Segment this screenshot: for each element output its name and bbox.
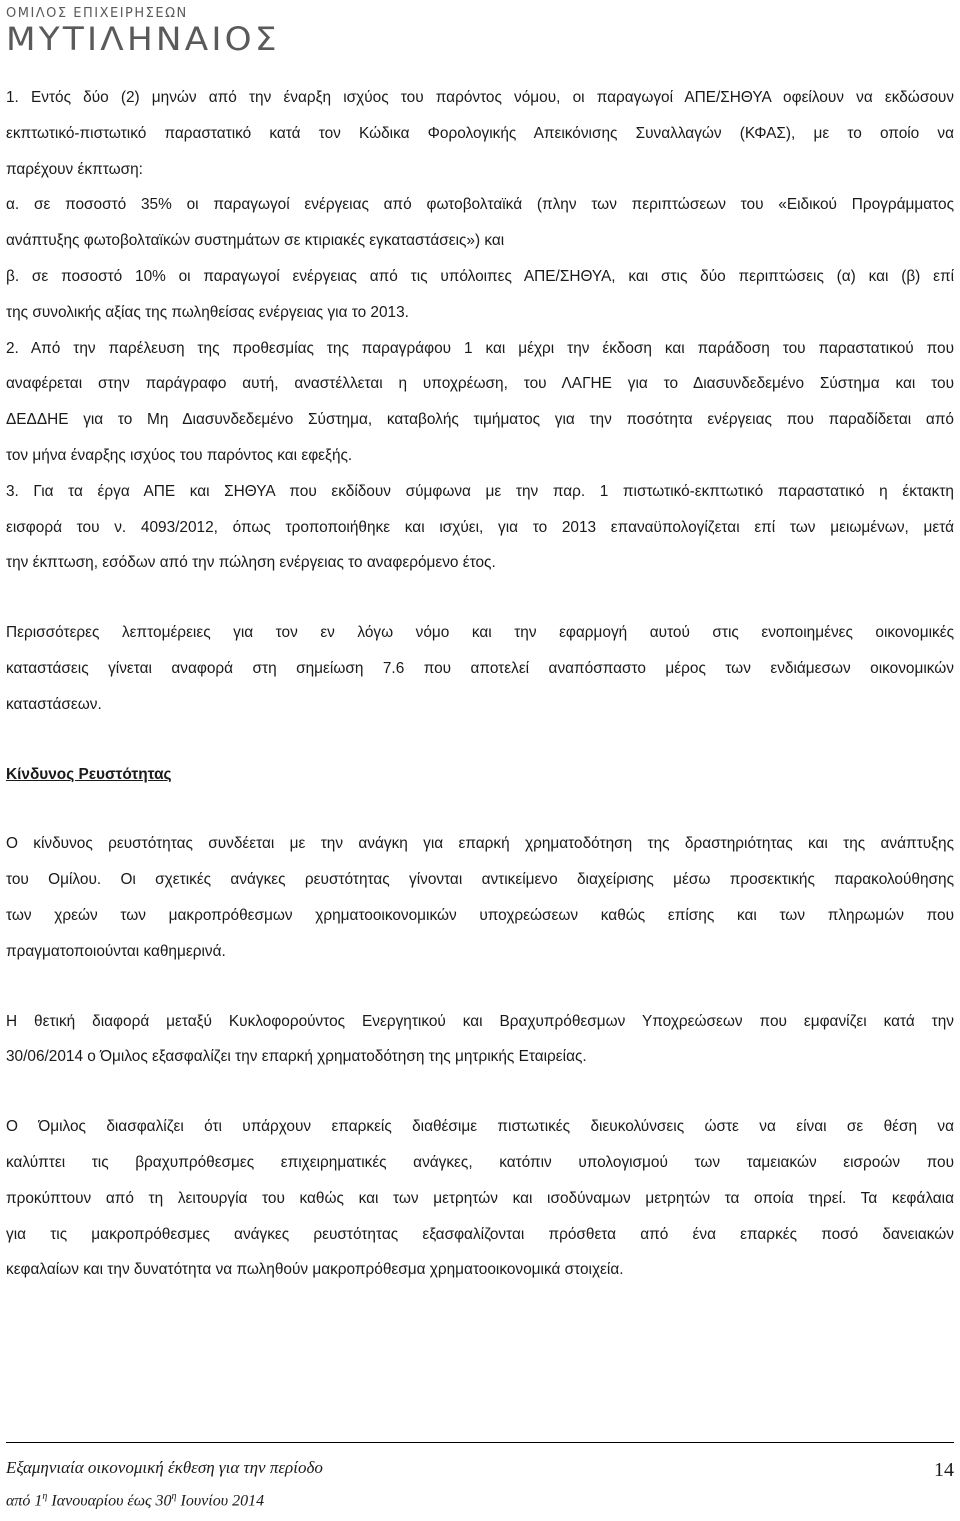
paragraph-6 [6,1004,954,1076]
text-line: 2. Από την παρέλευση της προθεσμίας της παραγράφου 1 και μέχρι την έκδοση και παράδοση του παραστατικού που [6,339,954,357]
text-line: την έκπτωση, εσόδων από την πώληση ενέργειας το αναφερόμενο έτος. [6,554,496,572]
paragraph-7 [6,1109,954,1288]
footer-period-part: Ιουνίου 2014 [176,1492,265,1510]
text-line: των χρεών των μακροπρόθεσμων χρηματοοικονομικών υποχρεώσεων καθώς επίσης και των πληρωμών που [6,906,954,924]
text-line: πραγματοποιούνται καθημερινά. [6,942,226,960]
text-line: Ο Όμιλος διασφαλίζει ότι υπάρχουν επαρκείς διαθέσιμε πιστωτικές διευκολύνσεις ώστε να είναι σε θέση να [6,1118,954,1136]
text-line: αναφέρεται στην παράγραφο αυτή, αναστέλλεται η υποχρέωση, του ΛΑΓΗΕ για το Διασυνδεδεμένο Σύστημα και του [6,375,954,393]
text-line: β. σε ποσοστό 10% οι παραγωγοί ενέργειας από τις υπόλοιπες ΑΠΕ/ΣΗΘΥΑ, και στις δύο περιπτώσεις (α) και (β) επί [6,267,954,285]
footer-period-part: από 1 [6,1492,43,1510]
footer-divider [6,1442,954,1443]
page-footer [6,1442,956,1510]
paragraph-1 [6,80,954,187]
text-line: για τις μακροπρόθεσμες ανάγκες ρευστότητας εξασφαλίζονται πρόσθετα από ένα επαρκές ποσό δανειακών [6,1225,954,1243]
text-line: ΔΕΔΔΗΕ για το Μη Διασυνδεδεμένο Σύστημα, καταβολής τιμήματος για την ποσότητα ενέργειας που παραδίδεται από [6,411,954,429]
text-line: καλύπτει τις βραχυπρόθεσμες επιχειρηματικές ανάγκες, κατόπιν υπολογισμού των ταμειακών εισροών που [6,1153,954,1171]
logo-bottom-text: ΜΥΤΙΛΗΝΑΙΟΣ [6,20,280,58]
text-line: τον μήνα έναρξης ισχύος του παρόντος και εφεξής. [6,446,353,464]
text-line: της συνολικής αξίας της πωληθείσας ενέργειας για το 2013. [6,303,409,321]
paragraph-2 [6,331,954,474]
text-line: α. σε ποσοστό 35% οι παραγωγοί ενέργειας από φωτοβολταϊκά (πλην των περιπτώσεων του «Ειδικού Προγράμματος [6,196,954,214]
page-number: 14 [934,1459,954,1481]
text-line: προκύπτουν από τη λειτουργία του καθώς και των μετρητών και ισοδύναμων μετρητών τα οποία τηρεί. Τα κεφάλαια [6,1189,954,1207]
text-line: καταστάσεων. [6,695,102,713]
company-logo [6,6,306,60]
paragraph-1b [6,259,954,331]
paragraph-4 [6,615,954,722]
paragraph-3 [6,474,954,581]
text-line: Περισσότερες λεπτομέρειες για τον εν λόγω νόμο και την εφαρμογή αυτού στις ενοποιημένες οικονομικές [6,624,954,642]
text-line: εισφορά του ν. 4093/2012, όπως τροποποιήθηκε και ισχύει, για το 2013 επαναϋπολογίζεται επί των μειωμένων, μετά [6,518,954,536]
document-body [6,80,954,1288]
footer-report-period [6,1491,264,1510]
text-line: κεφαλαίων και την δυνατότητα να πωληθούν μακροπρόθεσμα χρηματοοικονομικά στοιχεία. [6,1261,624,1279]
text-line: Η θετική διαφορά μεταξύ Κυκλοφορούντος Ενεργητικού και Βραχυπρόθεσμων Υποχρεώσεων που εμφανίζει κατά την [6,1012,954,1030]
paragraph-5 [6,826,954,969]
text-line: Ο κίνδυνος ρευστότητας συνδέεται με την ανάγκη για επαρκή χρηματοδότηση της δραστηριότητας και της ανάπτυξης [6,835,954,853]
text-line: παρέχουν έκπτωση: [6,160,143,178]
footer-period-sup: η [171,1491,177,1502]
logo-top-text: ΟΜΙΛΟΣ ΕΠΙΧΕΙΡΗΣΕΩΝ [6,6,188,21]
paragraph-1a [6,187,954,259]
footer-report-title: Εξαμηνιαία οικονομική έκθεση για την περίοδο [6,1458,323,1477]
text-line: 30/06/2014 ο Όμιλος εξασφαλίζει την επαρκή χρηματοδότηση της μητρικής Εταιρείας. [6,1048,587,1066]
section-heading: Κίνδυνος Ρευστότητας [6,765,172,783]
text-line: 1. Εντός δύο (2) μηνών από την έναρξη ισχύος του παρόντος νόμου, οι παραγωγοί ΑΠΕ/ΣΗΘΥΑ οφείλουν να εκδώσουν [6,89,954,106]
text-line: εκπτωτικό-πιστωτικό παραστατικό κατά τον Κώδικα Φορολογικής Απεικόνισης Συναλλαγών (ΚΦΑΣ), με το οποίο να [6,124,954,142]
text-line: του Ομίλου. Οι σχετικές ανάγκες ρευστότητας γίνονται αντικείμενο διαχείρισης μέσω προσεκτικής παρακολούθησης [6,871,954,889]
footer-period-part: Ιανουαρίου έως 30 [47,1492,172,1510]
footer-period-sup: η [42,1491,48,1502]
text-line: ανάπτυξης φωτοβολταϊκών συστημάτων σε κτιριακές εγκαταστάσεις») και [6,232,505,250]
text-line: καταστάσεις γίνεται αναφορά στη σημείωση 7.6 που αποτελεί αναπόσπαστο μέρος των ενδιάμεσων οικονομικών [6,659,954,677]
text-line: 3. Για τα έργα ΑΠΕ και ΣΗΘΥΑ που εκδίδουν σύμφωνα με την παρ. 1 πιστωτικό-εκπτωτικό παραστατικό η έκτακτη [6,482,954,500]
